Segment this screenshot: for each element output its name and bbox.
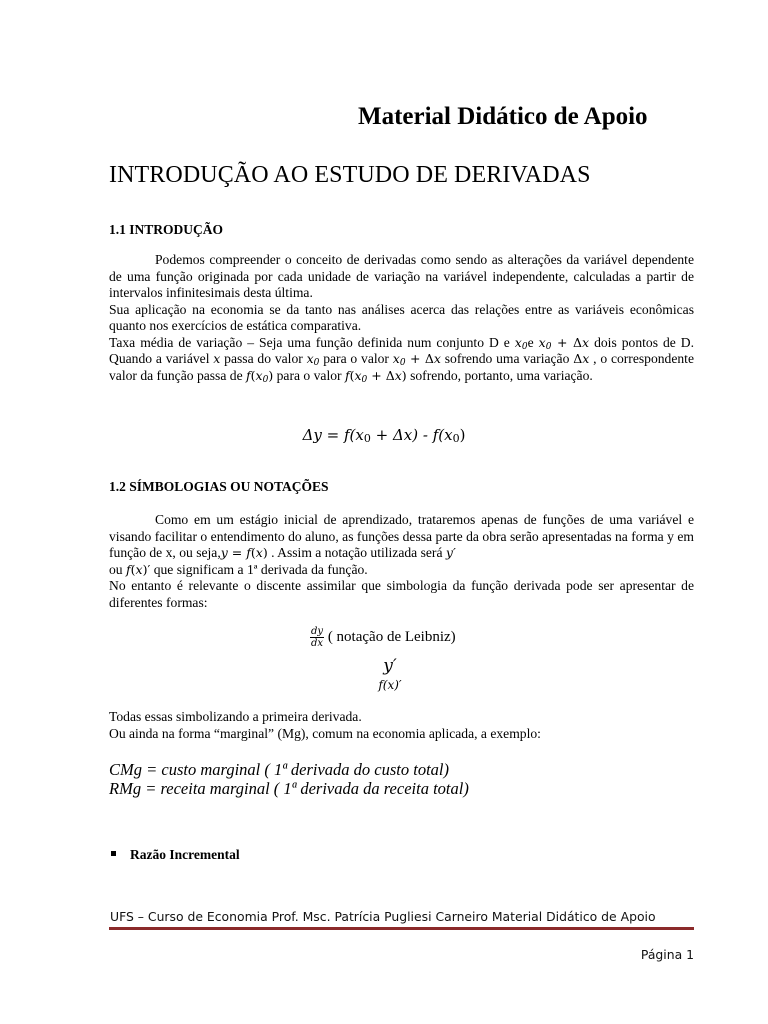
bullet-razao-incremental xyxy=(111,847,240,863)
section-heading-introducao: 1.1 INTRODUÇÃO xyxy=(109,222,224,237)
document-header-title: Material Didático de Apoio xyxy=(358,103,648,130)
footer-divider xyxy=(109,927,694,930)
section-heading-simbologias: 1.2 SÍMBOLOGIAS OU NOTAÇÕES xyxy=(109,479,329,494)
chapter-title: INTRODUÇÃO AO ESTUDO DE DERIVADAS xyxy=(109,162,591,188)
square-bullet-icon xyxy=(111,851,116,856)
marginal-form-intro: Ou ainda na forma “marginal” (Mg), comum na economia aplicada, a exemplo: xyxy=(109,726,541,741)
y-prime-notation: y′ xyxy=(383,656,397,676)
paragraph-application: Sua aplicação na economia se da tanto nas análises acerca das relações entre as variáveis econômicas quanto nos exercícios de estática comparativa. xyxy=(109,301,694,333)
paragraph-different-forms: No entanto é relevante o discente assimilar que simbologia da função derivada pode ser apresentar de diferentes formas: xyxy=(109,578,694,610)
cmg-definition: CMg = custo marginal ( 1ª derivada do custo total) xyxy=(109,760,450,779)
paragraph-taxa-media: Taxa média de variação – Seja uma função definida num conjunto D e $x_0e$ $x_0 + \Delta x$ dois pontos de D. Quando a variável x passa do valor $x_0$ para o valor $x_0 + \Delta x$ sofrendo uma variação Δx , o correspondente valor da função passa de $f(x_0)$ para o valor $f(x_0 + \Delta x)$ sofrendo, portanto, uma variação. xyxy=(109,334,695,385)
bullet-label: Razão Incremental xyxy=(130,847,240,862)
delta-y-formula: $\Delta y = f(x_0 + \Delta x) - f(x_0)$ xyxy=(302,426,466,445)
paragraph-notation-intro: Como em um estágio inicial de aprendizado, trataremos apenas de funções de uma variável e visando facilitar o entendimento do aluno, as funções dessa parte da obra serão apresentadas na forma y em função de x, ou seja,y = f(x) . Assim a notação utilizada será y′ ou f(x)′ que significam a 1ª derivada da função. xyxy=(109,512,694,577)
f-x-prime-notation: f(x)′ xyxy=(378,678,402,692)
section-1-body xyxy=(109,252,694,384)
section-2-body xyxy=(109,512,694,611)
dy-dx-fraction: $\frac{dy}{dx}$ xyxy=(311,626,324,649)
paragraph-definition: Podemos compreender o conceito de derivadas como sendo as alterações da variável dependente de uma função originada por cada unidade de variação na variável independente, calculadas a partir de intervalos infinitesimais desta última. xyxy=(109,252,694,300)
all-denote-first-derivative: Todas essas simbolizando a primeira derivada. xyxy=(109,709,362,724)
footer-course-info: UFS – Curso de Economia Prof. Msc. Patrícia Pugliesi Carneiro Material Didático de Apoio xyxy=(110,909,656,924)
leibniz-label: ( notação de Leibniz) xyxy=(327,628,456,645)
leibniz-notation xyxy=(310,626,456,649)
page-number: Página 1 xyxy=(640,947,694,962)
rmg-definition: RMg = receita marginal ( 1ª derivada da receita total) xyxy=(109,779,469,798)
